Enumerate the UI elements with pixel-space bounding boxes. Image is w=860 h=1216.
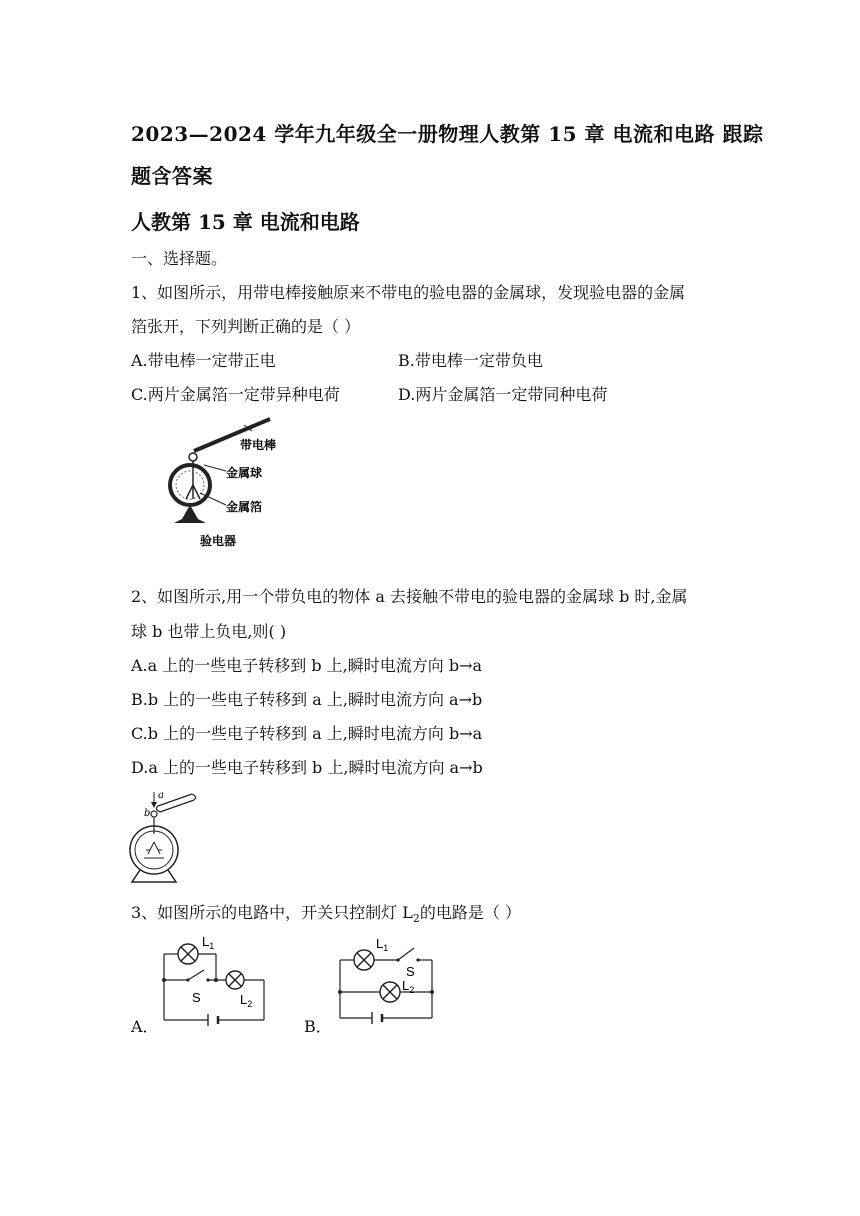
label-metal-ball: 金属球: [226, 466, 263, 480]
label-charged-rod: 带电棒: [240, 438, 277, 452]
svg-text:L2: $L_2$: [240, 992, 253, 1009]
q1-option-d: D.两片金属箔一定带同种电荷: [398, 385, 608, 404]
q2-option-b: B.b 上的一些电子转移到 a 上,瞬时电流方向 a→b: [131, 690, 483, 709]
q1-stem-line-2: 箔张开，下列判断正确的是（ ）: [131, 317, 361, 336]
q2-option-c: C.b 上的一些电子转移到 a 上,瞬时电流方向 b→a: [131, 724, 483, 743]
switch-label: S: [406, 964, 415, 979]
label-a: a: [158, 790, 164, 801]
q2-stem-line-1: 2、如图所示,用一个带负电的物体 a 去接触不带电的验电器的金属球 b 时,金属: [131, 587, 688, 606]
q3-circuit-a: [158, 930, 270, 1026]
q2-option-a: A.a 上的一些电子转移到 b 上,瞬时电流方向 b→a: [131, 656, 483, 675]
q2-stem-line-2: 球 b 也带上负电,则( ): [131, 622, 287, 641]
chapter-heading: 人教第 15 章 电流和电路: [131, 210, 360, 234]
metal-ball-b: [151, 811, 157, 817]
label-metal-foil: 金属箔: [226, 500, 263, 514]
q3-stem: 3、如图所示的电路中，开关只控制灯 $L_2$的电路是（ ）: [131, 903, 521, 926]
svg-text:L1: $L_1$: [376, 936, 389, 953]
q2-electroscope-figure: [122, 788, 202, 888]
switch-label: S: [192, 990, 201, 1005]
q1-option-a: A.带电棒一定带正电: [131, 351, 276, 370]
q1-option-c: C.两片金属箔一定带异种电荷: [131, 385, 340, 404]
q2-option-d: D.a 上的一些电子转移到 b 上,瞬时电流方向 a→b: [131, 758, 483, 777]
q3-option-a-label: A．: [131, 1017, 159, 1036]
q1-stem-line-1: 1、如图所示，用带电棒接触原来不带电的验电器的金属球，发现验电器的金属: [131, 283, 686, 302]
q3-option-b-label: B．: [304, 1017, 332, 1036]
label-b: b: [144, 808, 151, 819]
label-electroscope: 验电器: [200, 534, 237, 548]
document-title-line-1: 2023—2024 学年九年级全一册物理人教第 15 章 电流和电路 跟踪: [131, 122, 764, 146]
q3-circuit-b: [334, 934, 438, 1026]
q1-electroscope-figure: [160, 415, 290, 555]
metal-ball: [189, 453, 197, 461]
svg-text:L2: $L_2$: [402, 978, 415, 995]
electroscope-stand: [174, 505, 206, 523]
section-heading: 一、选择题。: [131, 249, 228, 268]
document-title-line-2: 题含答案: [131, 164, 213, 188]
metal-foil-left: [186, 485, 193, 499]
metal-foil-right: [193, 485, 200, 499]
q1-option-b: B.带电棒一定带负电: [398, 351, 543, 370]
svg-text:L1: $L_1$: [202, 934, 215, 951]
